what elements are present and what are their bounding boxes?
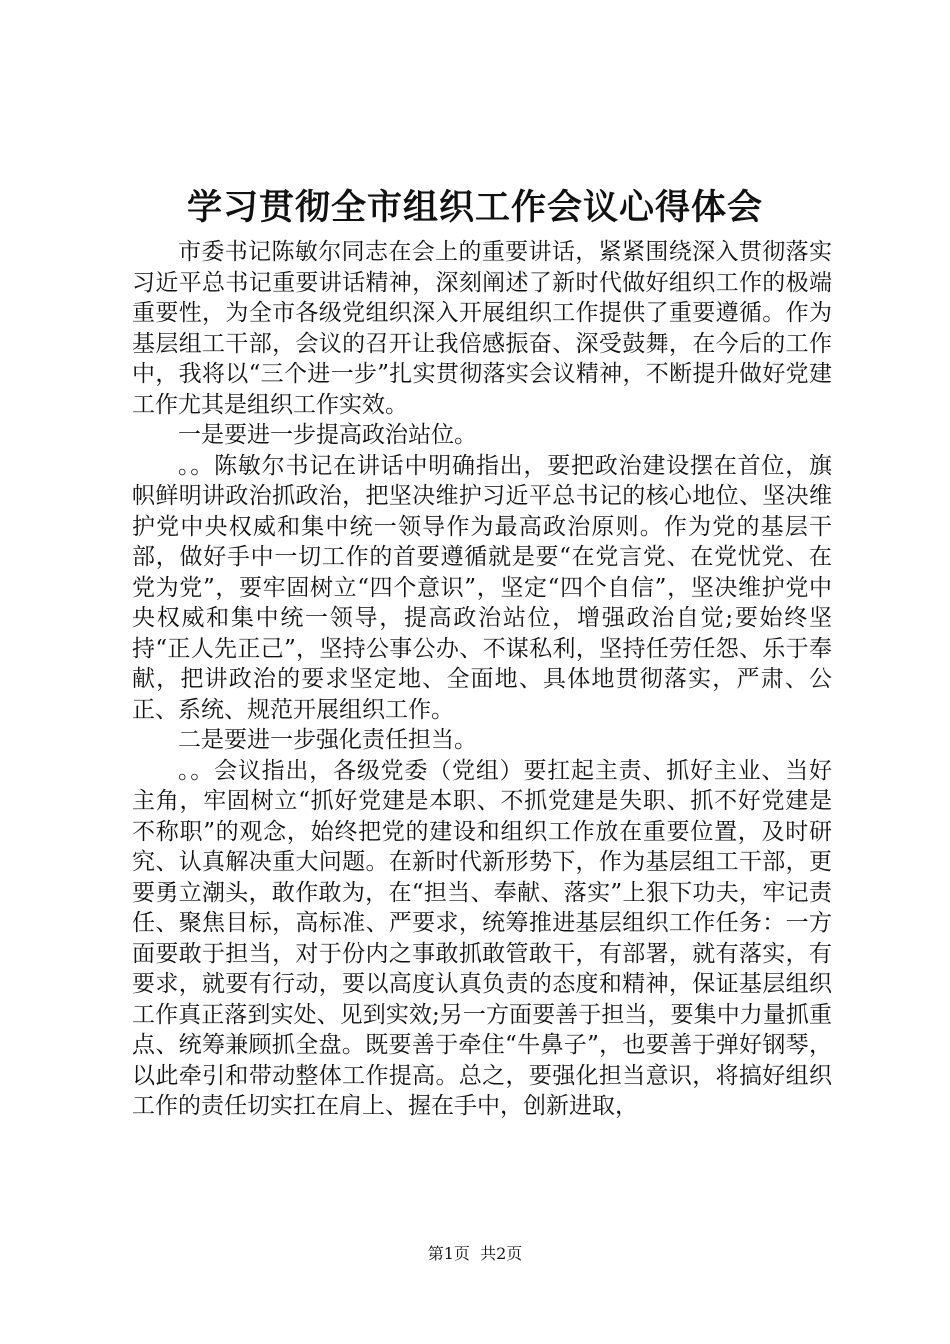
document-body (132, 237, 832, 1122)
paragraph-intro: 市委书记陈敏尔同志在会上的重要讲话，紧紧围绕深入贯彻落实习近平总书记重要讲话精神，深刻阐述了新时代做好组织工作的极端重要性，为全市各级党组织深入开展组织工作提供了重要遵循。作为基层组工干部，会议的召开让我倍感振奋、深受鼓舞，在今后的工作中，我将以“三个进一步”扎实贯彻落实会议精神，不断提升做好党建工作尤其是组织工作实效。 (132, 239, 832, 418)
document-title: 学习贯彻全市组织工作会议心得体会 (186, 187, 763, 228)
paragraph-section-1: 。。陈敏尔书记在讲话中明确指出，要把政治建设摆在首位，旗帜鲜明讲政治抓政治，把坚决维护习近平总书记的核心地位、坚决维护党中央权威和集中统一领导作为最高政治原则。作为党的基层干部，做好手中一切工作的首要遵循就是要“在党言党、在党忧党、在党为党”，要牢固树立“四个意识”，坚定“四个自信”，坚决维护党中央权威和集中统一领导，提高政治站位，增强政治自觉;要始终坚持“正人先正己”，坚持公事公办、不谋私利，坚持任劳任怨、乐于奉献，把讲政治的要求坚定地、全面地、具体地贯彻落实，严肃、公正、系统、规范开展组织工作。 (132, 452, 832, 723)
paragraph-section-2: 。。会议指出，各级党委（党组）要扛起主责、抓好主业、当好主角，牢固树立“抓好党建是本职、不抓党建是失职、抓不好党建是不称职”的观念，始终把党的建设和组织工作放在重要位置，及时研究、认真解决重大问题。在新时代新形势下，作为基层组工干部，更要勇立潮头，敢作敢为，在“担当、奉献、落实”上狠下功夫，牢记责任、聚焦目标，高标准、严要求，统筹推进基层组织工作任务：一方面要敢于担当，对于份内之事敢抓敢管敢干，有部署，就有落实，有要求，就要有行动，要以高度认真负责的态度和精神，保证基层组织工作真正落到实处、见到实效;另一方面要善于担当，要集中力量抓重点、统筹兼顾抓全盘。既要善于牵住“牛鼻子”，也要善于弹好钢琴，以此牵引和带动整体工作提高。总之，要强化担当意识，将搞好组织工作的责任切实扛在肩上、握在手中，创新进取， (132, 757, 832, 1119)
page-footer (0, 1244, 950, 1264)
page-total: 共2页 (480, 1244, 523, 1263)
section-heading-2: 二是要进一步强化责任担当。 (178, 727, 477, 753)
page-number: 第1页 (427, 1244, 470, 1263)
section-heading-1: 一是要进一步提高政治站位。 (178, 422, 477, 448)
